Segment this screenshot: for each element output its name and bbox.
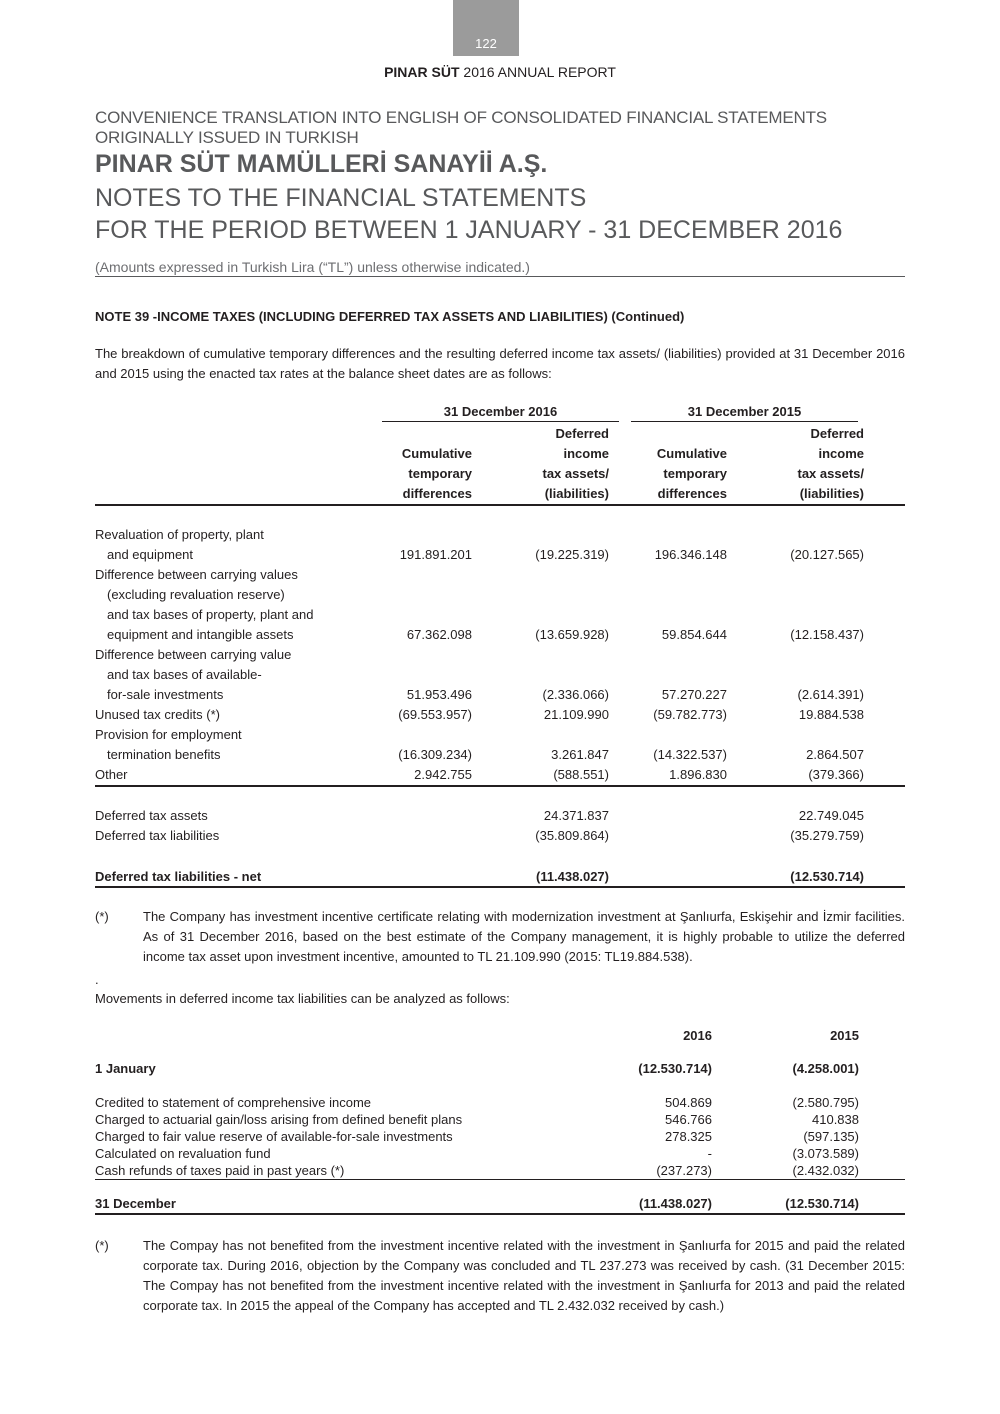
cell-value: 59.854.644 (661, 627, 727, 642)
notes-title: NOTES TO THE FINANCIAL STATEMENTS (95, 184, 587, 212)
footnote-text: The Compay has not benefited from the investment incentive related with the investment in Şanlıurfa for 2015 and paid the related corporate tax. During 2016, objection by the Company was concluded and TL 237.273 was received by cash. (31 December 2015: The Compay has not benefited from the investment incentive related with the investment in Şanlıurfa for 2013 and paid the related corporate tax. In 2015 the appeal of the Company has accepted and TL 2.432.032 received by cash.) (143, 1238, 905, 1313)
year-header-row (95, 1028, 905, 1045)
cell-value: (12.530.714) (785, 1196, 859, 1211)
column-header: Deferred (810, 426, 864, 441)
column-header: (liabilities) (799, 486, 864, 501)
row-label: Cash refunds of taxes paid in past years (*) (95, 1163, 345, 1178)
footnote (95, 1236, 905, 1316)
cell-value: (69.553.957) (398, 707, 472, 722)
company-name: PINAR SÜT MAMÜLLERİ SANAYİİ A.Ş. (95, 150, 548, 178)
subtotal-rule (95, 1179, 905, 1180)
column-header: tax assets/ (542, 466, 609, 481)
row-label: Charged to actuarial gain/loss arising from defined benefit plans (95, 1112, 463, 1127)
period-header-2016: 31 December 2016 (382, 404, 619, 422)
row-label: Other (95, 767, 128, 782)
table-row (95, 1146, 905, 1163)
row-label: Deferred tax liabilities (95, 828, 220, 843)
cell-value: (59.782.773) (653, 707, 727, 722)
table-row (95, 627, 905, 647)
cell-value: 278.325 (665, 1129, 712, 1144)
total-rule (95, 1213, 905, 1215)
table-row-label-line (95, 667, 905, 687)
page-number: 122 (475, 36, 497, 51)
column-header: (liabilities) (544, 486, 609, 501)
cell-value: 22.749.045 (798, 808, 864, 823)
period-header-2015: 31 December 2015 (631, 404, 858, 422)
column-header: tax assets/ (797, 466, 864, 481)
cell-value: (19.225.319) (535, 547, 609, 562)
column-header: Deferred (555, 426, 609, 441)
cell-value: (20.127.565) (790, 547, 864, 562)
row-label: and tax bases of available- (107, 667, 262, 682)
footnote-text: The Company has investment incentive certificate relating with modernization investment at Şanlıurfa, Eskişehir and İzmir facilities. As of 31 December 2016, based on the best estimate of the Company management, it is highly probable to utilize the deferred income tax asset upon investment incentive, amounted to TL 21.109.990 (2015: TL19.884.538). (143, 909, 905, 964)
table-row-label-line (95, 607, 905, 627)
row-label: (excluding revaluation reserve) (107, 587, 285, 602)
table-row (95, 767, 905, 787)
column-header: temporary (408, 466, 472, 481)
table-row (95, 1163, 905, 1180)
row-label: for-sale investments (107, 687, 224, 702)
column-header: temporary (663, 466, 727, 481)
cell-value: (2.336.066) (542, 687, 609, 702)
row-label: and equipment (107, 547, 194, 562)
table-row-label-line (95, 587, 905, 607)
row-label: Difference between carrying value (95, 647, 292, 662)
year-header: 2016 (683, 1028, 712, 1043)
cell-value: (12.530.714) (790, 869, 864, 884)
cell-value: 3.261.847 (551, 747, 609, 762)
cell-value: 21.109.990 (543, 707, 609, 722)
footnote (95, 907, 905, 967)
footnote-mark: (*) (95, 909, 109, 924)
subtotal-rule (95, 785, 905, 787)
cell-value: 191.891.201 (399, 547, 472, 562)
report-title (0, 64, 1000, 80)
column-header: differences (402, 486, 472, 501)
cell-value: 1.896.830 (669, 767, 727, 782)
table-row (95, 747, 905, 767)
cell-value: 57.270.227 (661, 687, 727, 702)
cell-value: (35.809.864) (535, 828, 609, 843)
cell-value: (35.279.759) (790, 828, 864, 843)
cell-value: 504.869 (665, 1095, 712, 1110)
column-header: Cumulative (656, 446, 727, 461)
total-rule (95, 886, 905, 888)
cell-value: (3.073.589) (792, 1146, 859, 1161)
table-row (95, 1095, 905, 1112)
row-label: Provision for employment (95, 727, 242, 742)
column-header-row (95, 486, 905, 506)
row-label: Charged to fair value reserve of available-for-sale investments (95, 1129, 453, 1144)
year-header: 2015 (830, 1028, 859, 1043)
cell-value: (16.309.234) (398, 747, 472, 762)
row-label: Unused tax credits (*) (95, 707, 220, 722)
note-heading: NOTE 39 -INCOME TAXES (INCLUDING DEFERRED TAX ASSETS AND LIABILITIES) (Continued) (95, 309, 685, 324)
cell-value: 19.884.538 (798, 707, 864, 722)
table-row (95, 808, 905, 828)
movements-intro: Movements in deferred income tax liabilities can be analyzed as follows: (95, 991, 510, 1006)
cell-value: (379.366) (808, 767, 864, 782)
header-rule (95, 504, 905, 506)
closing-balance-row (95, 1196, 905, 1213)
cell-value: (12.158.437) (790, 627, 864, 642)
period-title: FOR THE PERIOD BETWEEN 1 JANUARY - 31 DECEMBER 2016 (95, 216, 843, 244)
cell-value: (11.438.027) (638, 1196, 712, 1211)
translation-notice-line1: CONVENIENCE TRANSLATION INTO ENGLISH OF CONSOLIDATED FINANCIAL STATEMENTS (95, 108, 827, 127)
table-row (95, 1112, 905, 1129)
column-header: Cumulative (401, 446, 472, 461)
row-label: 31 December (95, 1196, 176, 1211)
cell-value: (13.659.928) (535, 627, 609, 642)
translation-notice (95, 108, 827, 148)
cell-value: (4.258.001) (792, 1061, 859, 1076)
cell-value: (2.432.032) (792, 1163, 859, 1178)
cell-value: 196.346.148 (654, 547, 727, 562)
footnote-mark: (*) (95, 1238, 109, 1253)
cell-value: 2.942.755 (414, 767, 472, 782)
cell-value: 51.953.496 (406, 687, 472, 702)
cell-value: (11.438.027) (535, 869, 609, 884)
cell-value: 67.362.098 (406, 627, 472, 642)
cell-value: (588.551) (553, 767, 609, 782)
note-intro: The breakdown of cumulative temporary differences and the resulting deferred income tax assets/ (liabilities) provided at 31 December 2016 and 2015 using the enacted tax rates at the balance sheet dates are as follows: (95, 346, 905, 381)
column-header: income (563, 446, 609, 461)
report-title-brand: PINAR SÜT (384, 64, 460, 80)
cell-value: (14.322.537) (653, 747, 727, 762)
report-title-rest: 2016 ANNUAL REPORT (459, 64, 616, 80)
amounts-note: (Amounts expressed in Turkish Lira (“TL”) unless otherwise indicated.) (95, 259, 530, 275)
row-label: termination benefits (107, 747, 221, 762)
row-label: and tax bases of property, plant and (107, 607, 314, 622)
cell-value: (597.135) (803, 1129, 859, 1144)
table-row (95, 547, 905, 567)
table-row-label-line (95, 527, 905, 547)
translation-notice-line2: ORIGINALLY ISSUED IN TURKISH (95, 128, 359, 147)
column-header-row (95, 426, 905, 446)
cell-value: (2.614.391) (797, 687, 864, 702)
column-header: income (818, 446, 864, 461)
row-label: Calculated on revaluation fund (95, 1146, 271, 1161)
table-row-label-line (95, 567, 905, 587)
table-row (95, 828, 905, 848)
header-divider (95, 276, 905, 277)
table-row-label-line (95, 647, 905, 667)
row-label: Difference between carrying values (95, 567, 298, 582)
row-label: Deferred tax assets (95, 808, 208, 823)
column-header-row (95, 466, 905, 486)
row-label: equipment and intangible assets (107, 627, 294, 642)
cell-value: - (707, 1146, 712, 1161)
cell-value: (12.530.714) (638, 1061, 712, 1076)
stray-dot: . (95, 972, 99, 987)
cell-value: 2.864.507 (806, 747, 864, 762)
column-header-row (95, 446, 905, 466)
cell-value: 546.766 (665, 1112, 712, 1127)
column-header: differences (657, 486, 727, 501)
table-row-label-line (95, 727, 905, 747)
cell-value: 410.838 (812, 1112, 859, 1127)
table-row (95, 687, 905, 707)
row-label: 1 January (95, 1061, 156, 1076)
cell-value: 24.371.837 (543, 808, 609, 823)
table-row (95, 707, 905, 727)
opening-balance-row (95, 1061, 905, 1078)
row-label: Credited to statement of comprehensive income (95, 1095, 372, 1110)
cell-value: (2.580.795) (792, 1095, 859, 1110)
table-row (95, 1129, 905, 1146)
cell-value: (237.273) (656, 1163, 712, 1178)
row-label: Revaluation of property, plant (95, 527, 264, 542)
row-label: Deferred tax liabilities - net (95, 869, 262, 884)
